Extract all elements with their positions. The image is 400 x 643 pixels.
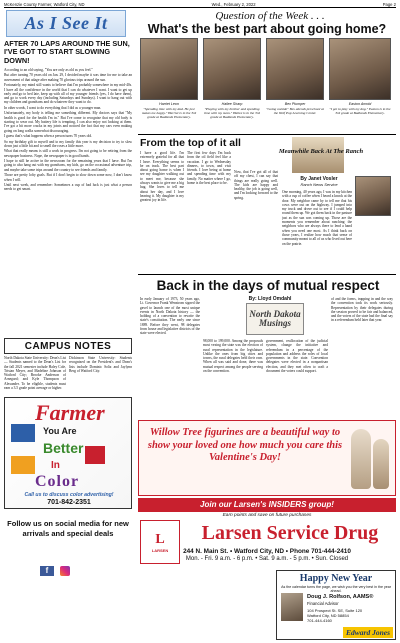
person-name-4: Easton Arnold (348, 102, 372, 106)
ej-advisor: Doug J. Rolfson, AAMS® (307, 594, 374, 600)
back-in-days-title: Back in the days of mutual respect (156, 278, 380, 293)
advisor-photo (281, 593, 303, 621)
meanwhile-title: Meanwhile Back At The Ranch (278, 148, 364, 155)
instagram-icon (60, 566, 70, 576)
header-left: McKenzie County Farmer, Watford City, ND (4, 2, 85, 7)
ej-banner: Happy New Year (299, 573, 373, 584)
col-p9: I hope to still be active in the newsroom for the remaining years that I have. But I'm going to also hang out with my grandsons, my kids, go on the occasional adventure trip, and maybe take some trips around the country to see friends and family. (4, 159, 132, 172)
campus-notes-text-2: Dickinson State University: Students recognized on the President's and Dean's lists include Dominic Soliz and Jaylynn Berg of Watford City. (69, 356, 132, 373)
qotw-label: Question of the Week . . . (215, 10, 325, 22)
willow-tree-text: Willow Tree figurines are a beautiful way to show your loved one how much you care this Valentine's Day! (147, 427, 343, 463)
ad-phone: 701-842-2351 (47, 499, 91, 506)
meanwhile-subbyline: Ranch News Service (300, 182, 338, 187)
author-photo (355, 176, 391, 216)
section-rule (138, 134, 396, 135)
person-photo-3 (266, 38, 324, 100)
campus-notes-text: North Dakota State University: Dean's List — Students named to the Dean's List for the fall 2021 semester include Haley Cole, Tristan Meyer, and Madeline Johnson of Watford City; Brooke Anderson of Arnegard; and Kyle Thompson of Alexander. To be eligible, students must earn a 3.5 grade point average or higher. (4, 356, 66, 391)
insiders-banner: Join our Larsen's INSIDERS group! (138, 498, 396, 512)
larsen-address: 244 N. Main St. • Watford City, ND • Phone 701-444-2410 (183, 548, 351, 555)
larsen-logo: L LARSEN (140, 520, 180, 564)
col-p10: Those are pretty lofty goals. But if I don't begin to slow down some now, I don't know when I will. (4, 173, 132, 182)
back-in-days-col-3: government, reallocation of the judicial system, change the initiative and referendum in a percentage of the population and address the roles of local governments in the state. Convention delegates were elected in a nonpartisan election, and they met often to craft a document the voters could support. (266, 339, 328, 374)
as-i-see-it-logo (6, 10, 126, 37)
north-dakota-musings-logo: North Dakota Musings (246, 303, 304, 335)
figurine-image (351, 429, 371, 489)
col-p2: But after turning 70 years old on Jan. 29, I decided maybe it was time for me to take an assessment of that adage after making 70 glorious trips around the sun. (4, 73, 132, 82)
person-quote-1: "Spending time with my dad. He just makes me happy." Harriet is in the 3rd grade at Badlands Elementary. (141, 107, 197, 120)
person-name-3: Bex Plumper (284, 102, 306, 106)
person-photo-4 (329, 38, 391, 100)
top-of-it-col-1: I have a good life. I'm extremely grateful for all that I have. Everything seems to be on track. The best part about going home is when I see my daughter walking out to meet me, because she always wants to give me a big hug. She loves to tell me about her day, and I love hearing it. My daughter is my greatest joy in life. (140, 151, 184, 203)
farmer-color-ad (4, 397, 132, 509)
header-right: Page 2 (382, 2, 396, 7)
ej-sub: As the calendar turns the page, we wish you the very best in the year ahead. (281, 585, 391, 593)
color-swatch-orange (11, 456, 35, 474)
figurine-image-2 (373, 439, 389, 489)
col-p4: In other words, I want to do everything that I did as a younger man. (4, 105, 102, 110)
top-of-it-title: From the top of it all (140, 137, 241, 149)
ad-line-1: You Are (43, 426, 77, 436)
qotw-title: What's the best part about going home? (147, 22, 387, 36)
campus-notes-title: CAMPUS NOTES (24, 340, 112, 352)
back-in-days-col-1: In early January of 1973, 50 years ago, Lt. Governor Frank Wenstrom signed the gavel to launch one of the most unique events in North Dakota history — the holding of a convention to rewrite the state's constitution. The early one since 1889. Before they went, 98 delegates from house and legislative districts of the state were elected. (140, 297, 200, 336)
larsen-hours: Mon. - Fri. 9 a.m. - 6 p.m. • Sat. 9 a.m. - 5 p.m. • Sun. Closed (185, 556, 349, 562)
person-name-2: Hailee Sharp (221, 102, 243, 106)
col-p11: Until next week, and remember: Sometimes a cup of bad luck is just what a person needs to get smart. (4, 183, 132, 192)
farmer-ad-title: Farmer (35, 400, 105, 425)
back-in-days-col-4: of and the forms, trapping in and the way the convention took its work seriously. Representation by their delegates during the session proved to be fair and balanced, and the voters of the state had the final say in a referendum held later that year. (331, 297, 393, 323)
ad-line-5: Call us to discuss color advertising! (24, 492, 114, 498)
top-of-it-col-3: Now, that I've got all of that off my chest, I can say that things are really going well. The kids are happy and healthy, the job is going well, and I'm looking forward to the spring. (234, 170, 278, 200)
person-photo-2 (203, 38, 261, 100)
meanwhile-text: One morning, 40 years ago, I was in my kitchen with a cup of coffee when I heard a knock at the door. My neighbor came by to tell me that his cows were out on the highway. I jumped into my truck and drove out to see if I could help round them up. We got them back in the pasture just as the sun was coming up. Those are the moments you remember about ranching: the neighbors who are always there to lend a hand when you need one most. As I think back on those years, I realize how much that sense of community meant to all of us who lived out here on the prairie. (282, 190, 352, 246)
color-swatch-blue (11, 424, 35, 442)
ej-title: Financial Advisor (307, 601, 339, 606)
col-p6: I guess that's what happens when a person turns 70 years old. (4, 134, 93, 139)
ad-line-4: Color (35, 473, 80, 490)
person-quote-4: "I get to play with my dog." Easton is in the 3rd grade at Badlands Elementary. (329, 107, 391, 116)
col-p7: So my birthday gift to myself and to my family this year is my decision to try to slow down just a little bit and to smell the roses a little more. (4, 139, 132, 148)
col-p5: Unfortunately, my body is telling me something different. My doctors says that "My health is good for the health I'm in." But I've come to recognize that my old body is starting to wear out. My battery life is tempting, I can also enjoy not looking at them. I've got a bit more cracks in my joints and noticed the fact that my cars even making going on long walks somewhat discouraging. (4, 111, 132, 133)
facebook-icon: f (40, 566, 54, 576)
person-name-1: Harriet Leon (159, 102, 179, 106)
edward-jones-ad (276, 570, 396, 640)
social-follow-text: Follow us on social media for new arrivals and special deals (7, 519, 129, 538)
person-quote-3: "Going outside" Bex attends preschool at the Wolf Pup Learning Center. (266, 107, 324, 116)
logo-text: As I See It (24, 13, 108, 33)
person-quote-2: "Playing with my brother and spending time with my mom." Hailee is in the 3rd grade at Badlands Elementary. (204, 107, 260, 120)
col-p3: Fortunately, my mind still wants to believe that I'm probably somewhere in my mid-40s. I have all the confidence in the world that I can do whatever I want. I want to get up early and go to bed late, keep up with all of my younger friends (yes, I do have them), and go to work every day (including Saturdays and Sundays). I want to hang out with my children and grandsons and do whatever they want to do. (4, 83, 132, 105)
campus-notes-banner (4, 338, 132, 354)
willow-tree-ad (138, 420, 396, 496)
ej-logo: Edward Jones (343, 627, 393, 638)
col-p1: According to an old saying, "You are only as old as you feel." (4, 68, 93, 72)
section-rule-2 (138, 274, 396, 275)
meanwhile-byline: By Janet Vosler (300, 176, 338, 182)
ad-line-3: In (51, 460, 60, 471)
header-center: Wed., February 2, 2022 (211, 2, 256, 7)
ej-addr1: 104 Prospect St. SE, Suite 120 (307, 608, 363, 613)
larsen-name: Larsen Service Drug (201, 522, 379, 544)
ej-addr2: Watford City, ND 58854 (307, 613, 349, 618)
back-in-days-byline: By: Lloyd Omdahl (248, 296, 292, 302)
col-p8: What that really means is still a work in progress. I'm not going to be retiring from the newspaper business. Nope, the newspaper is in good hands. (4, 149, 132, 158)
column-body (4, 68, 132, 334)
insiders-sub: Earn points and save on future purchases (222, 513, 312, 518)
ad-line-2: Better (43, 440, 84, 456)
page-header (4, 2, 396, 8)
top-of-it-col-2: The first few days I'm back from the oil field feel like a vacation. I go to Wednesday dinners, to town, and visit friends. I love being at home and spending time with my family. No matter where I go, home is the best place to be. (187, 151, 231, 186)
column-headline: AFTER 70 LAPS AROUND THE SUN, I'VE GOT TO START SLOWING DOWN! (4, 39, 130, 65)
color-swatch-red (85, 446, 105, 464)
person-photo-1 (140, 38, 198, 100)
ranch-photo (292, 137, 344, 173)
back-in-days-col-2: 98,000 to 199,000. Among the proposals most vexing the state was the election of rural representation in the legislature. Unlike the ones from big cities and towns, the rural delegates held their own. When all was said and done, there was mutual respect among the people serving on the convention. (203, 339, 263, 374)
ej-phone: 701-444-4160 (307, 618, 332, 623)
